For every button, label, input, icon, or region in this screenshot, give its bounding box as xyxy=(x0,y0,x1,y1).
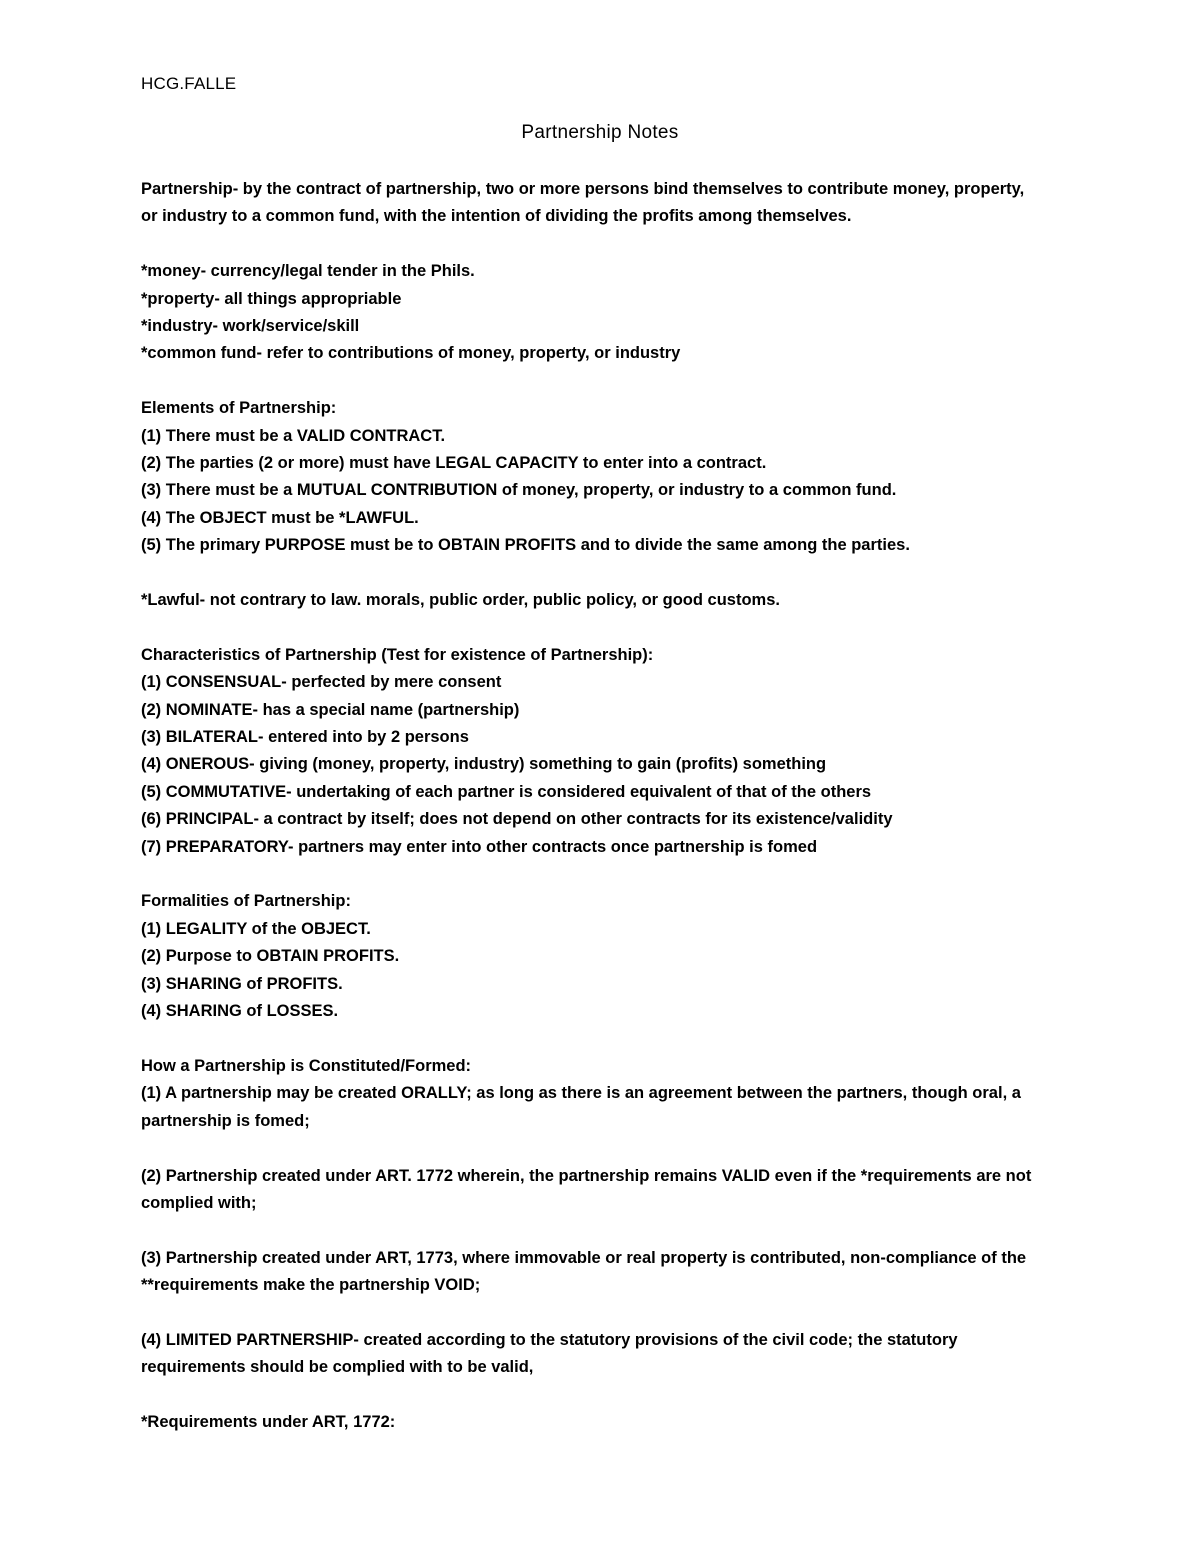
paragraph-gap xyxy=(141,231,1071,258)
formalities-item: (2) Purpose to OBTAIN PROFITS. xyxy=(141,947,400,966)
characteristics-item: (1) CONSENSUAL- perfected by mere consent xyxy=(141,673,502,692)
formalities-item: (3) SHARING of PROFITS. xyxy=(141,974,343,993)
constituted-item-line: partnership is fomed; xyxy=(141,1111,310,1130)
constituted-heading: How a Partnership is Constituted/Formed: xyxy=(141,1056,472,1075)
elements-item: (1) There must be a VALID CONTRACT. xyxy=(141,426,446,445)
constituted-item-line: **requirements make the partnership VOID; xyxy=(141,1276,481,1295)
term-industry: *industry- work/service/skill xyxy=(141,317,360,336)
elements-item: (5) The primary PURPOSE must be to OBTAIN PROFITS and to divide the same among the parties. xyxy=(141,536,910,555)
lawful-note: *Lawful- not contrary to law. morals, public order, public policy, or good customs. xyxy=(141,591,780,610)
term-common-fund: *common fund- refer to contributions of money, property, or industry xyxy=(141,344,681,363)
definition-line: or industry to a common fund, with the intention of dividing the profits among themselves. xyxy=(141,207,852,226)
formalities-item: (4) SHARING of LOSSES. xyxy=(141,1002,339,1021)
formalities-item: (1) LEGALITY of the OBJECT. xyxy=(141,919,371,938)
characteristics-item: (4) ONEROUS- giving (money, property, industry) something to gain (profits) something xyxy=(141,755,827,774)
constituted-item-line: (1) A partnership may be created ORALLY; as long as there is an agreement between the partners, though oral, a xyxy=(141,1084,1021,1103)
term-money: *money- currency/legal tender in the Phils. xyxy=(141,262,475,281)
paragraph-gap xyxy=(141,368,1071,395)
paragraph-gap xyxy=(141,1300,1071,1327)
formalities-heading: Formalities of Partnership: xyxy=(141,892,351,911)
requirements-heading: *Requirements under ART, 1772: xyxy=(141,1413,396,1432)
document-body xyxy=(141,176,1071,1437)
characteristics-item: (5) COMMUTATIVE- undertaking of each partner is considered equivalent of that of the others xyxy=(141,782,872,801)
constituted-item-line: (3) Partnership created under ART, 1773, where immovable or real property is contributed, non-compliance of the xyxy=(141,1248,1027,1267)
characteristics-heading: Characteristics of Partnership (Test for existence of Partnership): xyxy=(141,645,654,664)
characteristics-item: (6) PRINCIPAL- a contract by itself; does not depend on other contracts for its existence/validity xyxy=(141,810,893,829)
characteristics-item: (3) BILATERAL- entered into by 2 persons xyxy=(141,728,469,747)
elements-heading: Elements of Partnership: xyxy=(141,399,337,418)
term-property: *property- all things appropriable xyxy=(141,289,402,308)
paragraph-gap xyxy=(141,1217,1071,1244)
paragraph-gap xyxy=(141,861,1071,888)
elements-item: (3) There must be a MUTUAL CONTRIBUTION of money, property, or industry to a common fund. xyxy=(141,481,897,500)
definition-line: Partnership- by the contract of partnership, two or more persons bind themselves to contribute money, property, xyxy=(141,180,1025,198)
constituted-item-line: (4) LIMITED PARTNERSHIP- created according to the statutory provisions of the civil code; the statutory xyxy=(141,1330,958,1349)
constituted-item-line: (2) Partnership created under ART. 1772 wherein, the partnership remains VALID even if the *requirements are not xyxy=(141,1166,1032,1185)
paragraph-gap xyxy=(141,614,1071,641)
paragraph-gap xyxy=(141,1135,1071,1162)
author-header: HCG.FALLE xyxy=(141,74,237,93)
paragraph-gap xyxy=(141,1026,1071,1053)
constituted-item-line: requirements should be complied with to be valid, xyxy=(141,1358,534,1377)
constituted-item-line: complied with; xyxy=(141,1193,257,1212)
elements-item: (4) The OBJECT must be *LAWFUL. xyxy=(141,508,419,527)
characteristics-item: (7) PREPARATORY- partners may enter into other contracts once partnership is fomed xyxy=(141,837,818,856)
elements-item: (2) The parties (2 or more) must have LEGAL CAPACITY to enter into a contract. xyxy=(141,454,767,473)
page-title: Partnership Notes xyxy=(521,122,679,143)
characteristics-item: (2) NOMINATE- has a special name (partnership) xyxy=(141,700,520,719)
paragraph-gap xyxy=(141,560,1071,587)
paragraph-gap xyxy=(141,1382,1071,1409)
